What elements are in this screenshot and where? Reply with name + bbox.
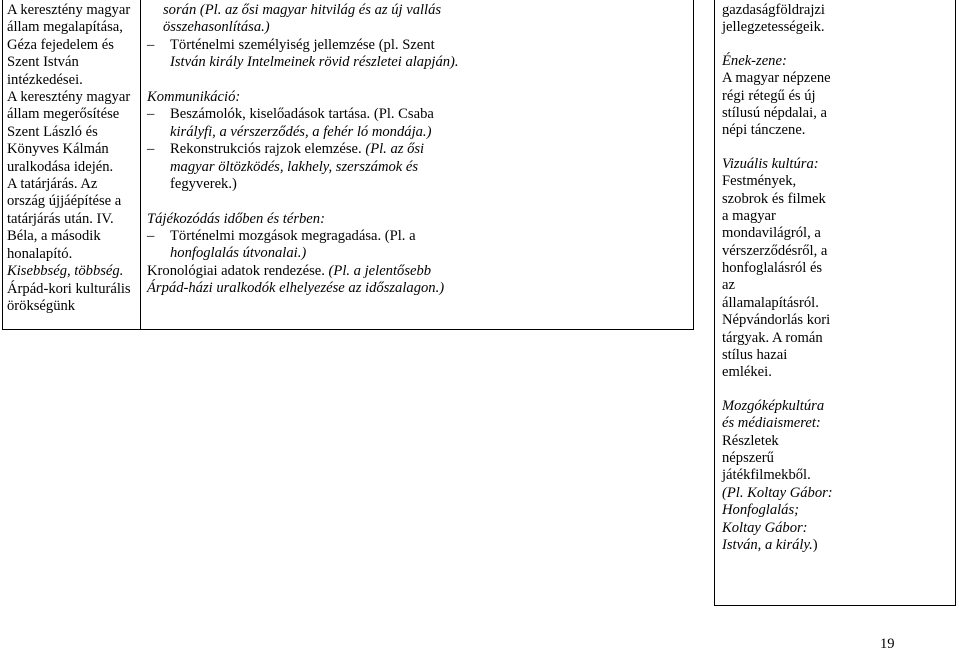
- connection-text: mondavilágról, a: [722, 225, 821, 242]
- activity-item-reconstruction: – Rekonstrukciós rajzok elemzése. (Pl. az ősi: [147, 141, 425, 158]
- topic-line: Géza fejedelem és: [7, 36, 114, 53]
- topic-line: tatárjárás után. IV.: [7, 210, 114, 227]
- subject-heading-media: Mozgóképkultúra: [722, 397, 825, 414]
- activity-text: magyar öltözködés, lakhely, szerszámok és: [170, 158, 419, 175]
- page-number: 19: [880, 636, 895, 652]
- topic-line: Árpád-kori kulturális: [7, 280, 131, 297]
- topic-line: A keresztény magyar: [7, 2, 131, 18]
- topic-line: állam megalapítása,: [7, 19, 123, 36]
- subject-heading-music: Ének-zene:: [722, 52, 787, 69]
- dash-bullet: –: [147, 106, 155, 123]
- topic-line: A keresztény magyar: [7, 89, 131, 106]
- connection-text: emlékei.: [722, 364, 772, 381]
- connection-text: régi rétegű és új: [722, 87, 816, 104]
- connection-text: szobrok és filmek: [722, 190, 826, 207]
- activity-text: fegyverek.): [170, 175, 237, 192]
- topic-line: Béla, a második: [7, 228, 101, 245]
- table-border-bottom-right: [714, 605, 956, 606]
- topic-line: Könyves Kálmán: [7, 141, 109, 158]
- activity-text: során (Pl. az ősi magyar hitvilág és az új vallás: [163, 2, 442, 18]
- topic-line: intézkedései.: [7, 71, 83, 88]
- connection-text: stílusú népdalai, a: [722, 104, 827, 121]
- topic-line: Szent István: [7, 54, 79, 71]
- table-border-col1: [140, 0, 141, 330]
- dash-bullet: –: [147, 36, 155, 53]
- topic-line: honalapító.: [7, 245, 73, 262]
- topic-line: uralkodása idején.: [7, 158, 114, 175]
- topic-line: ország újjáépítése a: [7, 193, 122, 210]
- subject-heading-media: és médiaismeret:: [722, 415, 821, 432]
- topic-line: A tatárjárás. Az: [7, 176, 98, 193]
- connection-text: stílus hazai: [722, 347, 788, 364]
- activity-text: honfoglalás útvonalai.): [170, 245, 307, 262]
- activity-item-personality: – Történelmi személyiség jellemzése (pl. Szent: [147, 36, 435, 53]
- connection-text: Koltay Gábor:: [722, 519, 808, 536]
- connection-text: Részletek: [722, 432, 779, 449]
- dash-bullet: –: [147, 228, 155, 245]
- activity-item-chronology: Kronológiai adatok rendezése. (Pl. a jelentősebb: [147, 262, 432, 279]
- topic-line: állam megerősítése: [7, 106, 120, 123]
- connection-text: Népvándorlás kori: [722, 312, 831, 329]
- topic-line: Szent László és: [7, 123, 98, 140]
- activities-column: [147, 2, 687, 298]
- connection-text: a magyar: [722, 207, 776, 224]
- connection-text: az: [722, 277, 735, 294]
- connection-text: államalapításról.: [722, 294, 819, 311]
- activity-item-presentations: – Beszámolók, kiselőadások tartása. (Pl. Csaba: [147, 106, 434, 123]
- connection-text: jellegzetességeik.: [722, 19, 825, 36]
- activity-item-movements: – Történelmi mozgások megragadása. (Pl. a: [147, 228, 416, 245]
- table-border-bottom-left: [2, 329, 694, 330]
- activity-text: királyfi, a vérszerződés, a fehér ló mondája.): [170, 123, 432, 140]
- subject-heading-visual-culture: Vizuális kultúra:: [722, 155, 819, 172]
- connection-text: A magyar népzene: [722, 70, 831, 87]
- activity-text: Árpád-házi uralkodók elhelyezése az időszalagon.): [147, 280, 445, 297]
- dash-bullet: –: [147, 141, 155, 158]
- connection-text: (Pl. Koltay Gábor:: [722, 484, 833, 501]
- connection-text: játékfilmekből.: [722, 467, 811, 484]
- activity-text: István király Intelmeinek rövid részletei alapján).: [170, 54, 459, 71]
- connections-column: [722, 2, 952, 554]
- activity-text: összehasonlítása.): [163, 19, 270, 36]
- connection-text: népszerű: [722, 449, 774, 466]
- connection-text: gazdaságföldrajzi: [722, 2, 825, 18]
- topic-column: [7, 2, 138, 315]
- connection-text: honfoglalásról és: [722, 260, 823, 277]
- section-heading-communication: Kommunikáció:: [147, 88, 241, 105]
- table-border-col3: [714, 0, 715, 606]
- table-border-right: [955, 0, 956, 606]
- connection-text: Honfoglalás;: [722, 502, 800, 519]
- section-heading-orientation: Tájékozódás időben és térben:: [147, 210, 325, 227]
- topic-line: Kisebbség, többség.: [7, 263, 124, 280]
- table-border-col2: [693, 0, 694, 330]
- connection-text: Festmények,: [722, 173, 797, 190]
- connection-text: vérszerződésről, a: [722, 242, 828, 259]
- topic-line: örökségünk: [7, 297, 76, 314]
- connection-text: István, a király.): [722, 536, 818, 553]
- connection-text: tárgyak. A román: [722, 329, 823, 346]
- connection-text: népi tánczene.: [722, 122, 806, 139]
- table-border-left: [2, 0, 3, 330]
